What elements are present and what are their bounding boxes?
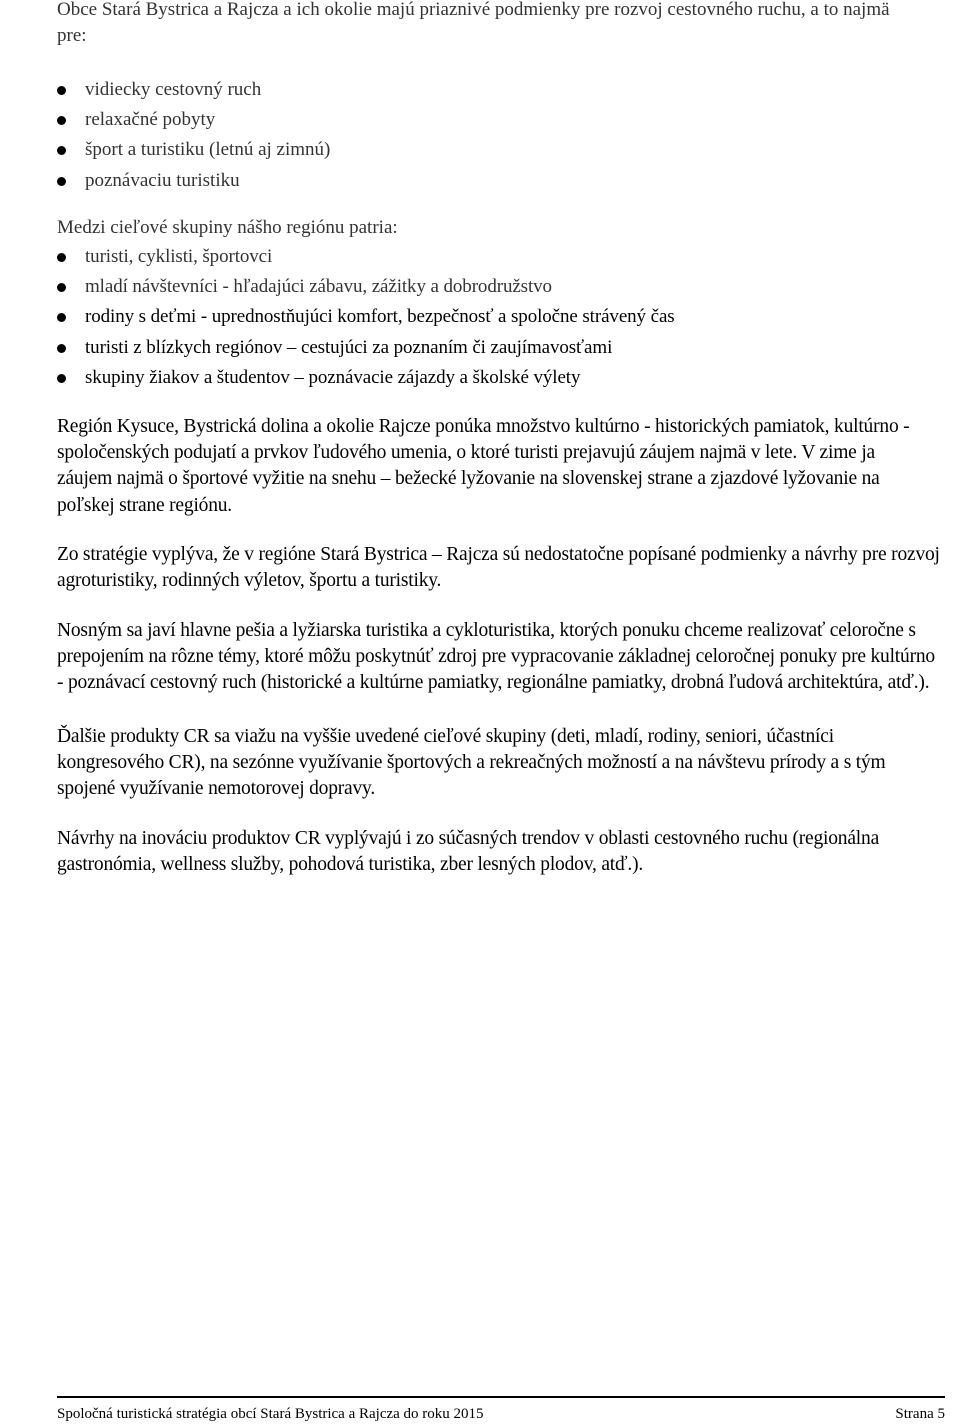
bullet-icon bbox=[57, 253, 66, 262]
list-item: šport a turistiku (letnú aj zimnú) bbox=[57, 135, 917, 165]
paragraph-innovation: Návrhy na inováciu produktov CR vyplývajú i zo súčasných trendov v oblasti cestovného ruchu (regionálna gastronómia, wellness služby, pohodová turistika, zber lesných plodov, atď.). bbox=[57, 828, 880, 876]
bullet-icon bbox=[57, 283, 66, 292]
list-item: turisti, cyklisti, športovci bbox=[57, 242, 927, 272]
list-item: skupiny žiakov a študentov – poznávacie zájazdy a školské výlety bbox=[57, 363, 927, 393]
bullet-icon bbox=[57, 177, 66, 186]
paragraph-kysuce: Región Kysuce, Bystrická dolina a okolie Rajcze ponúka množstvo kultúrno - historických pamiatok, kultúrno - spoločenských podujatí a prvkov ľudového umenia, o ktoré turisti prejavujú záujem najmä v lete. V zime ja záujem najmä o športové vyžitie na snehu – bežecké lyžovanie na slovenskej strane a zjazdové lyžovanie na poľskej strane regiónu. bbox=[57, 416, 910, 516]
paragraph-products: Ďalšie produkty CR sa viažu na vyššie uvedené cieľové skupiny (deti, mladí, rodiny, seniori, účastníci kongresového CR), na sezónne využívanie športových a rekreačných možností a na návštevu prírody a s tým spojené využívanie nemotorovej dopravy. bbox=[57, 726, 886, 800]
list-item: poznávaciu turistiku bbox=[57, 166, 917, 196]
list-item: rodiny s deťmi - uprednostňujúci komfort, bezpečnosť a spoločne strávený čas bbox=[57, 302, 927, 332]
list-item: vidiecky cestovný ruch bbox=[57, 75, 917, 105]
bullet-icon bbox=[57, 146, 66, 155]
paragraph-hiking: Nosným sa javí hlavne pešia a lyžiarska turistika a cykloturistika, ktorých ponuku chceme realizovať celoročne s prepojením na rôzne témy, ktoré môžu poskytnúť zdroj pre vypracovanie základnej celoročnej ponuky pre kultúrno - poznávací cestovný ruch (historické a kultúrne pamiatky, regionálne pamiatky, drobná ľudová architektúra, atď.). bbox=[57, 620, 935, 694]
bullet-icon bbox=[57, 374, 66, 383]
bullet-icon bbox=[57, 344, 66, 353]
document-page bbox=[57, 0, 945, 1427]
target-groups-list bbox=[57, 242, 927, 393]
list-item: mladí návštevníci - hľadajúci zábavu, zážitky a dobrodružstvo bbox=[57, 272, 927, 302]
bullet-icon bbox=[57, 86, 66, 95]
list-item: turisti z blízkych regiónov – cestujúci za poznaním či zaujímavosťami bbox=[57, 333, 927, 363]
page-footer bbox=[57, 1404, 945, 1424]
bullet-icon bbox=[57, 313, 66, 322]
footer-title: Spoločná turistická stratégia obcí Stará Bystrica a Rajcza do roku 2015 bbox=[57, 1406, 484, 1422]
list-item: relaxačné pobyty bbox=[57, 105, 917, 135]
tourism-types-list bbox=[57, 75, 917, 196]
page-number: Strana 5 bbox=[895, 1406, 945, 1422]
footer-divider bbox=[57, 1396, 945, 1398]
target-groups-heading: Medzi cieľové skupiny nášho regiónu patria: bbox=[57, 217, 398, 238]
intro-paragraph: Obce Stará Bystrica a Rajcza a ich okolie majú priaznivé podmienky pre rozvoj cestovného ruchu, a to najmä pre: bbox=[57, 0, 890, 47]
paragraph-strategy: Zo stratégie vyplýva, že v regióne Stará Bystrica – Rajcza sú nedostatočne popísané podmienky a návrhy pre rozvoj agroturistiky, rodinných výletov, športu a turistiky. bbox=[57, 544, 940, 592]
bullet-icon bbox=[57, 116, 66, 125]
